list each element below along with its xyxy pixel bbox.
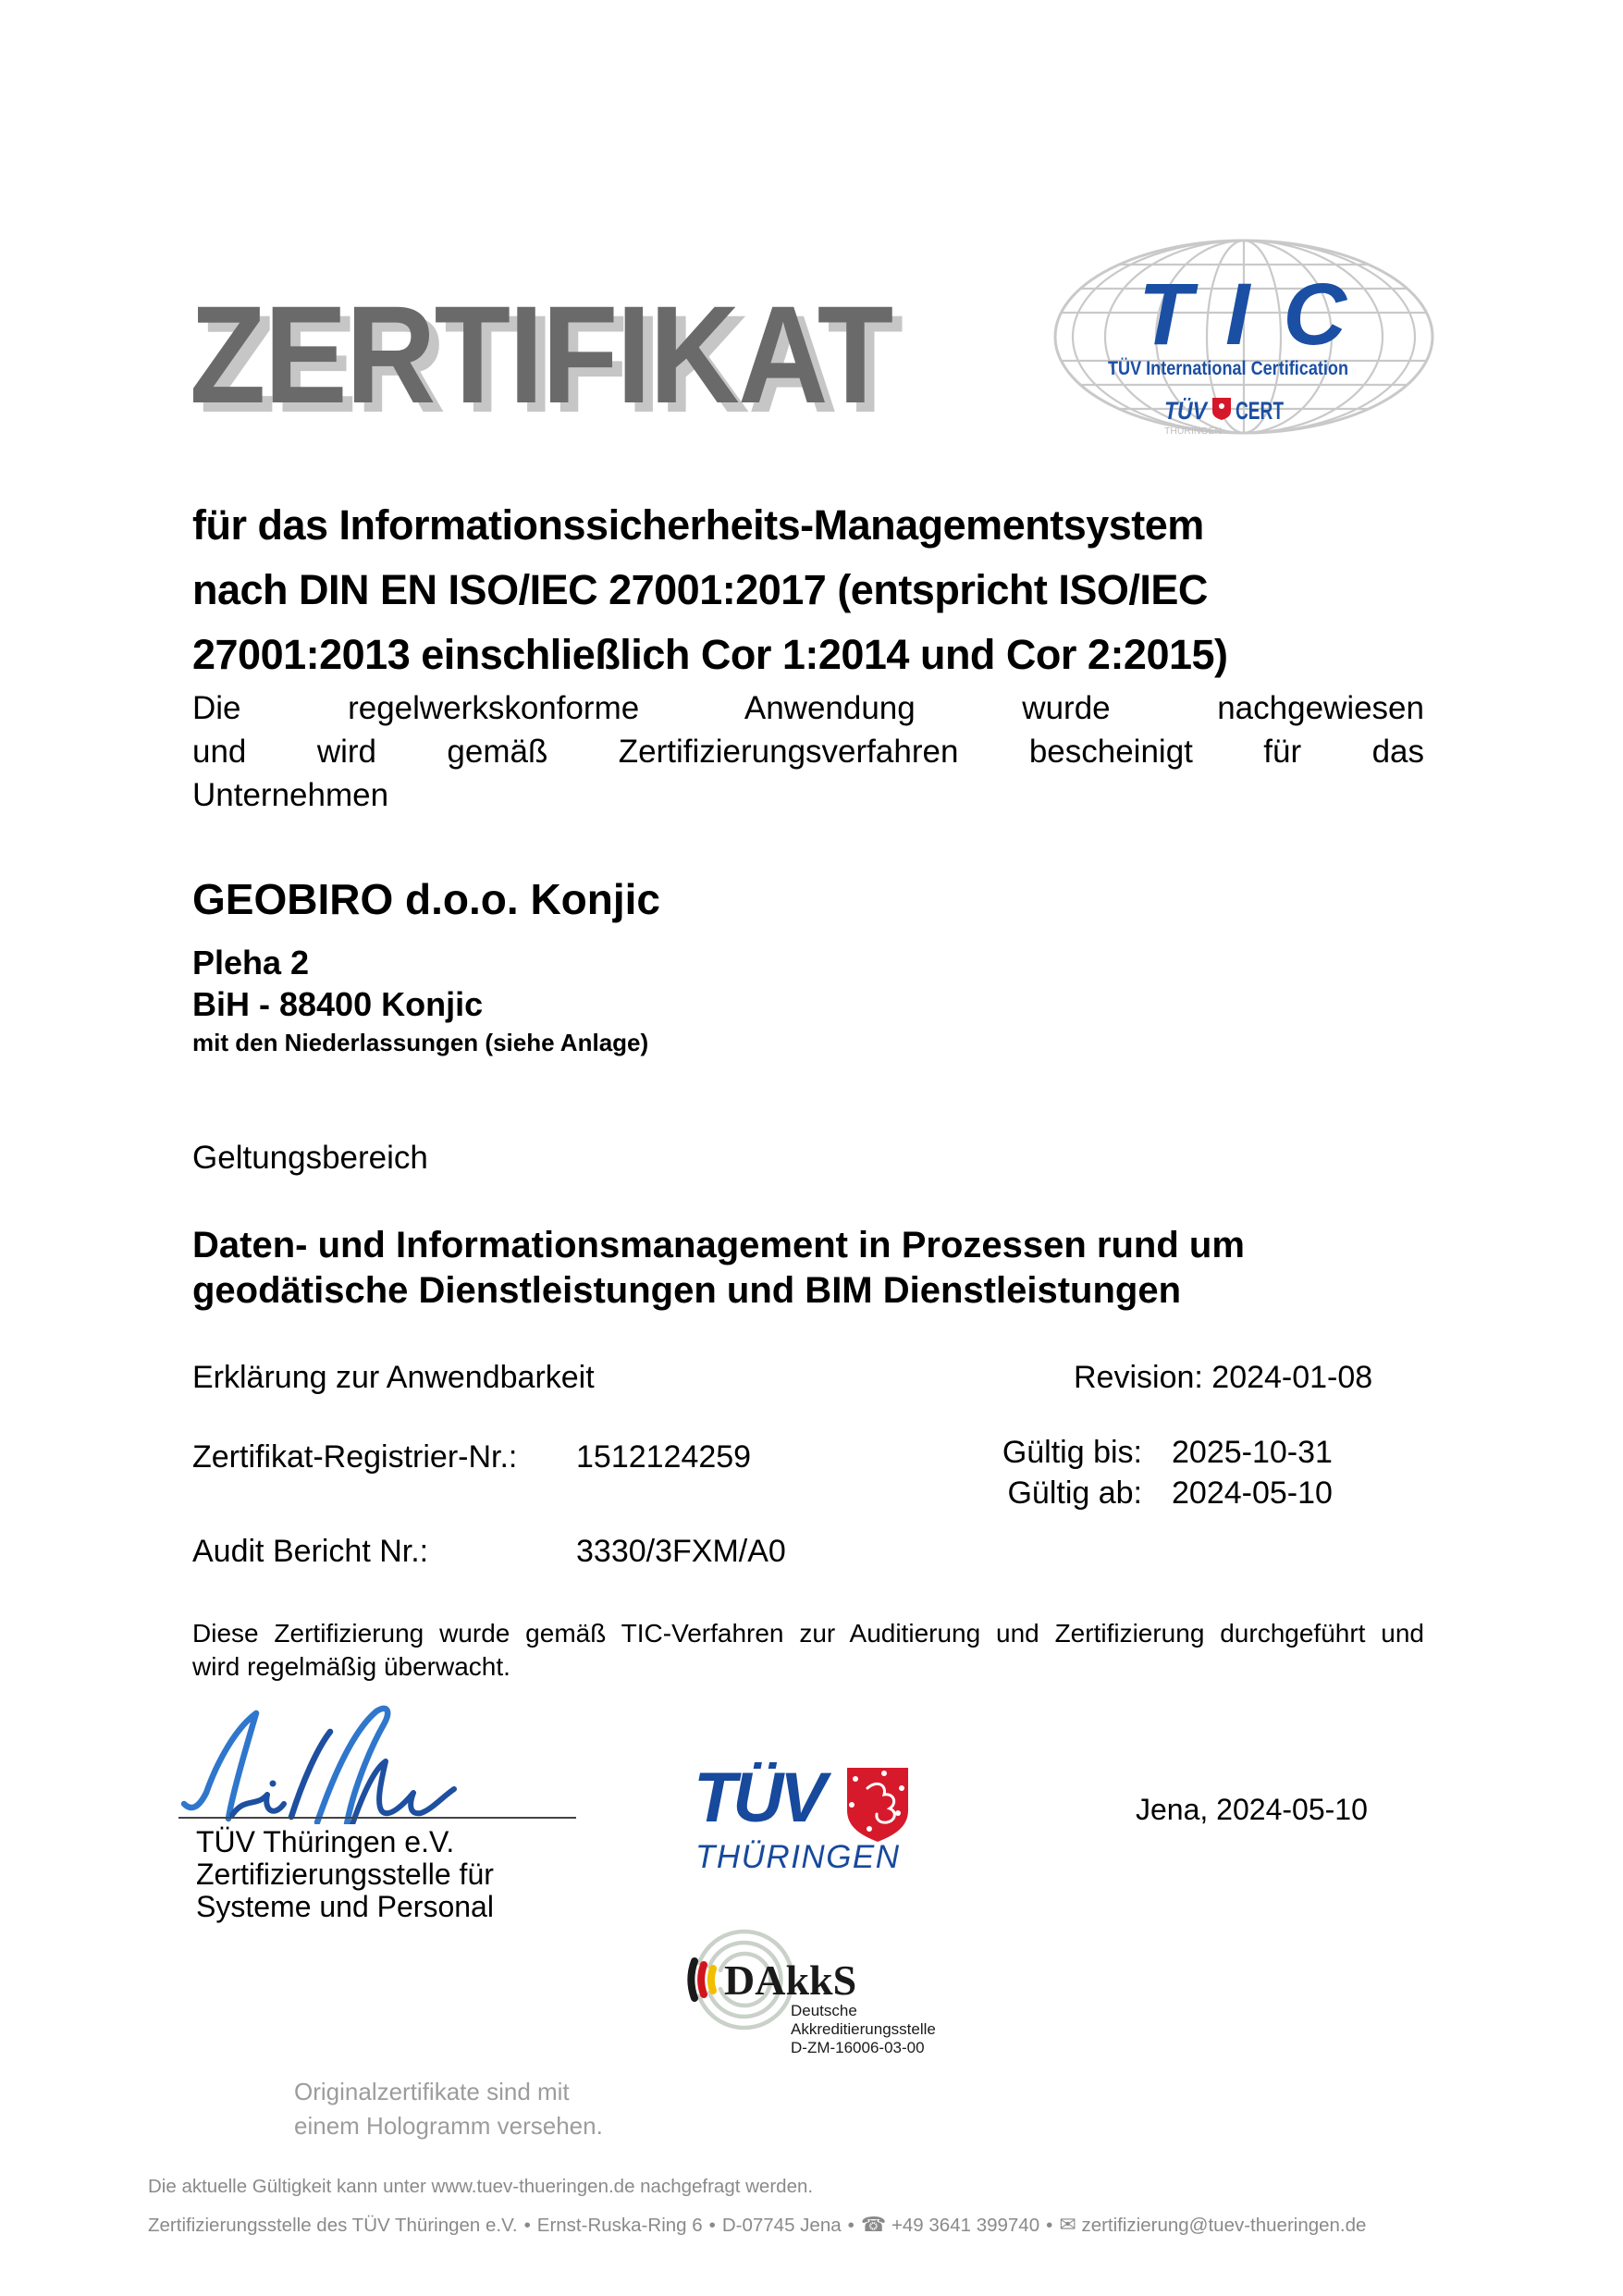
heading-line: 27001:2013 einschließlich Cor 1:2014 und Cor 2:2015) — [192, 631, 1228, 678]
scope-line: geodätische Dienstleistungen und BIM Dienstleistungen — [192, 1270, 1182, 1311]
issuer-block — [196, 1826, 494, 1923]
scope-text — [192, 1223, 1432, 1314]
tic-wordmark: TIC — [1138, 265, 1346, 364]
revision-value: Revision: 2024-01-08 — [1074, 1360, 1373, 1395]
footer-separator: • — [708, 2215, 716, 2236]
page-title: ZERTIFIKAT — [190, 277, 892, 432]
footer-city: D-07745 Jena — [721, 2215, 842, 2236]
dakks-logo — [680, 1922, 994, 2061]
audit-report-value: 3330/3FXM/A0 — [576, 1534, 786, 1569]
valid-from-label: Gültig ab: — [1007, 1475, 1142, 1511]
registry-number-row — [192, 1439, 751, 1475]
valid-until-row — [962, 1432, 1333, 1473]
validity-block — [962, 1432, 1333, 1513]
tuv-thueringen-text: THÜRINGEN — [695, 1839, 901, 1875]
footer-separator: • — [1046, 2215, 1053, 2236]
certification-note — [192, 1617, 1424, 1684]
footer-separator: • — [847, 2215, 855, 2236]
valid-from-row — [962, 1473, 1333, 1513]
registry-number-label: Zertifikat-Registrier-Nr.: — [192, 1439, 518, 1475]
thueringen-crest-icon — [847, 1768, 908, 1842]
footer-contact-line — [148, 2213, 1366, 2237]
dakks-wordmark: DAkkS — [724, 1957, 857, 2004]
footer-org: Zertifizierungsstelle des TÜV Thüringen e.V. — [148, 2215, 518, 2236]
footer-email: zertifizierung@tuev-thueringen.de — [1081, 2215, 1367, 2236]
dakks-subtext-line: Deutsche — [791, 2002, 857, 2019]
place-date: Jena, 2024-05-10 — [1136, 1793, 1368, 1826]
hologram-note-line: einem Hologramm versehen. — [294, 2112, 603, 2140]
company-address-line: Pleha 2 — [192, 944, 310, 981]
scope-label: Geltungsbereich — [192, 1140, 428, 1176]
footer-street: Ernst-Ruska-Ring 6 — [536, 2215, 703, 2236]
certificate-heading — [192, 493, 1487, 687]
heading-line: nach DIN EN ISO/IEC 27001:2017 (entspricht ISO/IEC — [192, 566, 1208, 613]
company-name: GEOBIRO d.o.o. Konjic — [192, 875, 660, 923]
tic-thueringen-small: THÜRINGEN — [1164, 426, 1222, 437]
footer-phone: +49 3641 399740 — [891, 2215, 1040, 2236]
hologram-note-line: Originalzertifikate sind mit — [294, 2078, 570, 2105]
footer-validity-note: Die aktuelle Gültigkeit kann unter www.tuev-thueringen.de nachgefragt werden. — [148, 2176, 814, 2197]
company-branches-note: mit den Niederlassungen (siehe Anlage) — [192, 1029, 649, 1056]
scope-line: Daten- und Informationsmanagement in Prozessen rund um — [192, 1225, 1245, 1265]
hologram-note — [294, 2075, 603, 2143]
valid-until-value: 2025-10-31 — [1172, 1435, 1333, 1470]
phone-icon: ☎ — [860, 2213, 887, 2236]
audit-report-row — [192, 1534, 786, 1570]
intro-line: Die regelwerkskonforme Anwendung wurde nachgewiesen — [192, 690, 1424, 726]
tic-cert-text: CERT — [1236, 397, 1285, 425]
dakks-subtext-line: Akkreditierungsstelle — [791, 2020, 936, 2038]
tic-tuv-text: TÜV — [1164, 397, 1209, 425]
tic-logo — [1022, 233, 1461, 464]
registry-number-value: 1512124259 — [576, 1439, 752, 1475]
audit-report-label: Audit Bericht Nr.: — [192, 1534, 429, 1569]
heading-line: für das Informationssicherheits-Managementsystem — [192, 501, 1204, 549]
issuer-line: Zertifizierungsstelle für — [196, 1858, 494, 1891]
tuv-wordmark: TÜV — [694, 1762, 823, 1837]
dakks-subtext-line: D-ZM-16006-03-00 — [791, 2039, 925, 2056]
issuer-line: TÜV Thüringen e.V. — [196, 1825, 455, 1858]
intro-line: und wird gemäß Zertifizierungsverfahren bescheinigt für das — [192, 734, 1424, 770]
issuer-line: Systeme und Personal — [196, 1890, 494, 1923]
intro-line: Unternehmen — [192, 777, 389, 813]
signature-icon — [171, 1704, 504, 1824]
footer-separator: • — [523, 2215, 531, 2236]
tic-subtitle: TÜV International Certification — [1108, 358, 1348, 379]
envelope-icon: ✉ — [1059, 2213, 1076, 2236]
company-address-line: BiH - 88400 Konjic — [192, 985, 484, 1023]
applicability-label: Erklärung zur Anwendbarkeit — [192, 1360, 595, 1395]
valid-until-label: Gültig bis: — [1002, 1435, 1142, 1470]
tuv-thueringen-logo — [694, 1762, 925, 1878]
valid-from-value: 2024-05-10 — [1172, 1475, 1333, 1511]
intro-paragraph — [192, 686, 1424, 817]
tic-cert-crest-icon — [1212, 398, 1231, 420]
note-line: Diese Zertifizierung wurde gemäß TIC-Verfahren zur Auditierung und Zertifizierung durchgeführt und — [192, 1619, 1424, 1648]
note-line: wird regelmäßig überwacht. — [192, 1652, 510, 1681]
signature-line — [178, 1817, 576, 1819]
